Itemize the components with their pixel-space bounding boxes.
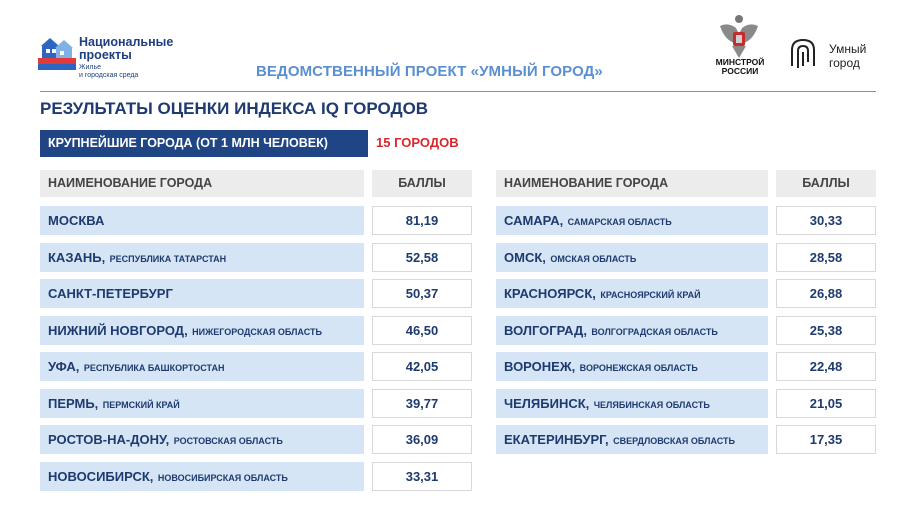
table-row-name bbox=[40, 389, 364, 418]
city-name: ЕКАТЕРИНБУРГ, bbox=[504, 432, 609, 447]
city-name: ВОРОНЕЖ, bbox=[504, 359, 576, 374]
table-row-name bbox=[40, 316, 364, 345]
table-row-name bbox=[496, 279, 768, 308]
region-name: РОСТОВСКАЯ ОБЛАСТЬ bbox=[173, 436, 283, 446]
city-name: КРАСНОЯРСК, bbox=[504, 286, 596, 301]
logo-title-line1: Национальные bbox=[79, 35, 174, 49]
table-row-score: 42,05 bbox=[372, 352, 472, 381]
region-name: КРАСНОЯРСКИЙ КРАЙ bbox=[600, 290, 701, 300]
table-row-name bbox=[40, 425, 364, 454]
city-name: ОМСК, bbox=[504, 249, 546, 265]
city-name: ВОЛГОГРАД, bbox=[504, 322, 587, 338]
logo-sub-line2: и городская среда bbox=[79, 72, 139, 79]
national-projects-subtitle bbox=[79, 64, 138, 80]
ministry-line2: РОССИИ bbox=[721, 66, 759, 76]
national-projects-house-icon bbox=[38, 36, 76, 70]
region-name: ЧЕЛЯБИНСКАЯ ОБЛАСТЬ bbox=[593, 399, 710, 410]
cities-count: 15 ГОРОДОВ bbox=[376, 135, 459, 150]
table-row-score: 28,58 bbox=[776, 243, 876, 272]
city-name: РОСТОВ-НА-ДОНУ, bbox=[48, 432, 170, 447]
table-row-score: 81,19 bbox=[372, 206, 472, 235]
table-row-name bbox=[496, 206, 768, 235]
table-row-score: 22,48 bbox=[776, 352, 876, 381]
city-name: МОСКВА bbox=[48, 213, 105, 228]
smart-city-label bbox=[829, 42, 866, 70]
city-name: ПЕРМЬ, bbox=[48, 395, 99, 411]
region-name: ПЕРМСКИЙ КРАЙ bbox=[102, 399, 180, 410]
smart-city-line2: город bbox=[829, 56, 860, 70]
table-row-score: 50,37 bbox=[372, 279, 472, 308]
region-name: ВОЛГОГРАДСКАЯ ОБЛАСТЬ bbox=[591, 326, 718, 337]
table-row-name bbox=[40, 243, 364, 272]
city-name: САНКТ-ПЕТЕРБУРГ bbox=[48, 286, 173, 301]
smart-city-fingerprint-icon bbox=[788, 36, 818, 72]
table-row-score: 52,58 bbox=[372, 243, 472, 272]
city-name: НИЖНИЙ НОВГОРОД, bbox=[48, 322, 188, 338]
region-name: НОВОСИБИРСКАЯ ОБЛАСТЬ bbox=[157, 472, 288, 483]
table-row-name bbox=[496, 352, 768, 381]
table-row-name bbox=[40, 279, 364, 308]
region-name: СВЕРДЛОВСКАЯ ОБЛАСТЬ bbox=[613, 436, 735, 446]
national-projects-title bbox=[79, 36, 173, 62]
region-name: ВОРОНЕЖСКАЯ ОБЛАСТЬ bbox=[579, 363, 698, 373]
region-name: НИЖЕГОРОДСКАЯ ОБЛАСТЬ bbox=[192, 326, 322, 337]
table-row-name bbox=[496, 316, 768, 345]
ministry-label bbox=[704, 58, 776, 76]
table-row-score: 39,77 bbox=[372, 389, 472, 418]
smart-city-line1: Умный bbox=[829, 42, 867, 56]
table-row-name bbox=[496, 389, 768, 418]
region-name: САМАРСКАЯ ОБЛАСТЬ bbox=[567, 217, 672, 227]
table-row-name bbox=[40, 206, 364, 235]
category-badge: КРУПНЕЙШИЕ ГОРОДА (ОТ 1 МЛН ЧЕЛОВЕК) bbox=[40, 130, 368, 157]
header-divider bbox=[40, 91, 876, 92]
project-title: ВЕДОМСТВЕННЫЙ ПРОЕКТ «УМНЫЙ ГОРОД» bbox=[256, 63, 603, 80]
city-name: УФА, bbox=[48, 359, 80, 374]
city-name: КАЗАНЬ, bbox=[48, 249, 106, 265]
table-row-score: 36,09 bbox=[372, 425, 472, 454]
city-name: НОВОСИБИРСК, bbox=[48, 468, 154, 484]
city-name: САМАРА, bbox=[504, 213, 564, 228]
table-row-score: 33,31 bbox=[372, 462, 472, 491]
russian-eagle-emblem-icon bbox=[716, 12, 762, 62]
table-row-name bbox=[40, 352, 364, 381]
logo-sub-line1: Жилье bbox=[79, 64, 101, 71]
page-title: РЕЗУЛЬТАТЫ ОЦЕНКИ ИНДЕКСА IQ ГОРОДОВ bbox=[40, 99, 429, 118]
right-header-name: НАИМЕНОВАНИЕ ГОРОДА bbox=[496, 170, 768, 197]
table-row-score: 30,33 bbox=[776, 206, 876, 235]
table-row-name bbox=[496, 243, 768, 272]
region-name: РЕСПУБЛИКА БАШКОРТОСТАН bbox=[83, 363, 225, 373]
table-row-score: 46,50 bbox=[372, 316, 472, 345]
table-row-score: 26,88 bbox=[776, 279, 876, 308]
left-header-name: НАИМЕНОВАНИЕ ГОРОДА bbox=[40, 170, 364, 197]
left-header-score: БАЛЛЫ bbox=[372, 170, 472, 197]
table-row-score: 25,38 bbox=[776, 316, 876, 345]
table-row-score: 17,35 bbox=[776, 425, 876, 454]
right-header-score: БАЛЛЫ bbox=[776, 170, 876, 197]
region-name: РЕСПУБЛИКА ТАТАРСТАН bbox=[109, 253, 227, 264]
table-row-score: 21,05 bbox=[776, 389, 876, 418]
table-row-name bbox=[40, 462, 364, 491]
table-row-name bbox=[496, 425, 768, 454]
ministry-line1: МИНСТРОЙ bbox=[715, 57, 765, 67]
region-name: ОМСКАЯ ОБЛАСТЬ bbox=[550, 253, 637, 264]
city-name: ЧЕЛЯБИНСК, bbox=[504, 395, 590, 411]
logo-title-line2: проекты bbox=[79, 48, 132, 62]
